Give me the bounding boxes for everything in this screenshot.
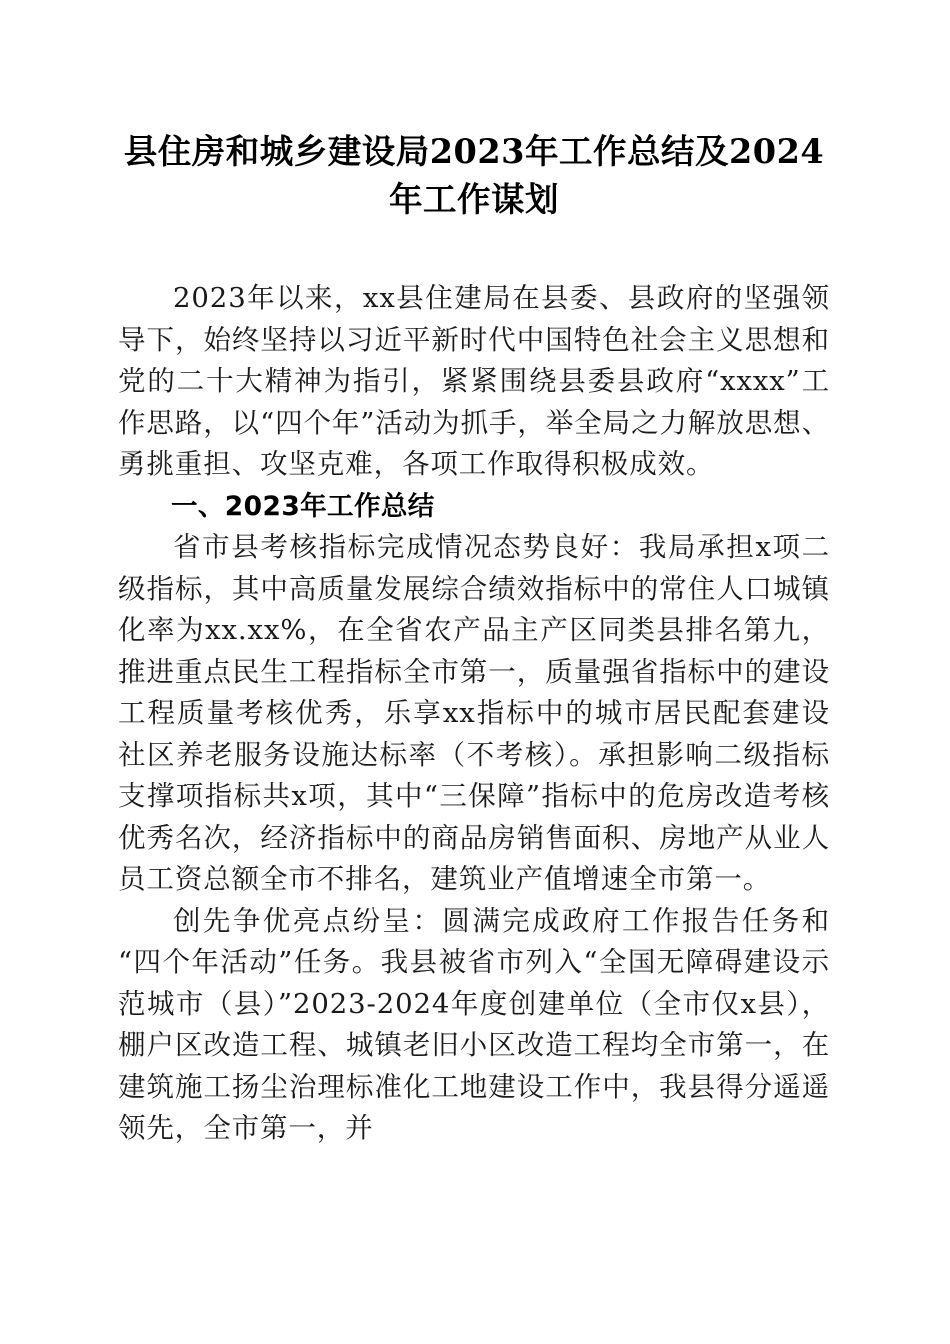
- paragraph-kpi-performance: 省市县考核指标完成情况态势良好：我局承担x项二级指标，其中高质量发展综合绩效指标中的常住人口城镇化率为xx.xx%，在全省农产品主产区同类县排名第九，推进重点民生工程指标全市第一，质量强省指标中的建设工程质量考核优秀，乐享xx指标中的城市居民配套建设社区养老服务设施达标率（不考核）。承担影响二级指标支撑项指标共x项，其中“三保障”指标中的危房改造考核优秀名次，经济指标中的商品房销售面积、房地产从业人员工资总额全市不排名，建筑业产值增速全市第一。: [118, 531, 830, 895]
- intro-paragraph: 2023年以来，xx县住建局在县委、县政府的坚强领导下，始终坚持以习近平新时代中国特色社会主义思想和党的二十大精神为指引，紧紧围绕县委县政府“xxxx”工作思路，以“四个年”活动为抓手，举全局之力解放思想、勇挑重担、攻坚克难，各项工作取得积极成效。: [118, 282, 830, 480]
- document-body: [118, 0, 830, 1150]
- paragraph-highlights: 创先争优亮点纷呈：圆满完成政府工作报告任务和“四个年活动”任务。我县被省市列入“全国无障碍建设示范城市（县）”2023-2024年度创建单位（全市仅x县），棚户区改造工程、城镇老旧小区改造工程均全市第一，在建筑施工扬尘治理标准化工地建设工作中，我县得分遥遥领先，全市第一，并: [118, 904, 830, 1144]
- title-spacer: [118, 224, 830, 278]
- page-title: 县住房和城乡建设局2023年工作总结及2024年工作谋划: [123, 132, 825, 219]
- section-heading-one: 一、2023年工作总结: [171, 490, 435, 522]
